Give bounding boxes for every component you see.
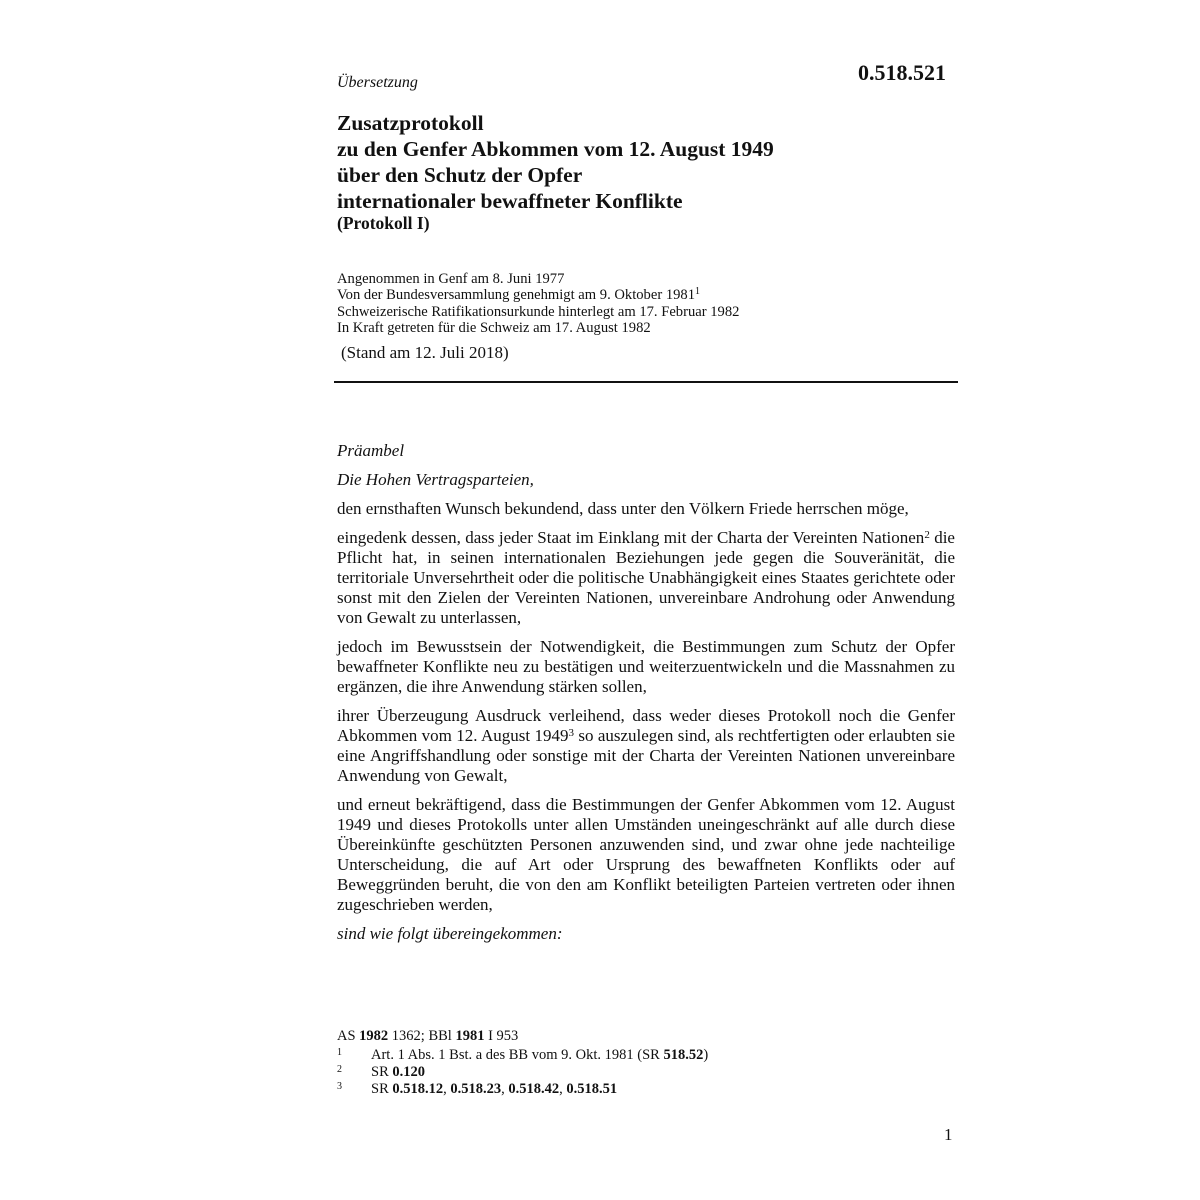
footnote-1-ref: 518.52 (663, 1047, 704, 1063)
translation-label: Übersetzung (337, 74, 418, 91)
preamble-section (337, 441, 955, 953)
preamble-heading: Präambel (337, 441, 405, 460)
footnote-3: 3 SR 0.518.12, 0.518.23, 0.518.42, 0.518.51 (337, 1081, 618, 1097)
preamble-closing: sind wie folgt übereingekommen: (337, 924, 563, 943)
title-line-1: Zusatzprotokoll (337, 111, 484, 135)
preamble-paragraph-4 (337, 706, 955, 786)
document-title (337, 110, 774, 214)
meta-in-force: In Kraft getreten für die Schweiz am 17. August 1982 (337, 320, 651, 337)
preamble-paragraph-1: den ernsthaften Wunsch bekundend, dass unter den Völkern Friede herrschen möge, (337, 499, 909, 518)
meta-adopted: Angenommen in Genf am 8. Juni 1977 (337, 271, 565, 287)
footnote-3-sep: , (559, 1081, 567, 1097)
sr-number: 0.518.521 (858, 60, 946, 85)
preamble-paragraph-2 (337, 528, 955, 628)
adoption-metadata (337, 271, 739, 337)
footnote-3-ref-1: 0.518.12 (392, 1081, 444, 1097)
footnote-1: 1 Art. 1 Abs. 1 Bst. a des BB vom 9. Okt. 1981 (SR 518.52) (337, 1047, 709, 1063)
footnote-3-prefix: SR (371, 1081, 393, 1097)
page-number: 1 (944, 1125, 953, 1144)
footnote-3-ref-4: 0.518.51 (566, 1081, 618, 1097)
footnote-1-text: Art. 1 Abs. 1 Bst. a des BB vom 9. Okt. 1981 (SR (371, 1047, 664, 1063)
title-line-2: zu den Genfer Abkommen vom 12. August 1949 (337, 137, 774, 161)
footnote-2: 2 SR 0.120 (337, 1064, 425, 1080)
footnote-3-ref-3: 0.518.42 (508, 1081, 560, 1097)
status-date: (Stand am 12. Juli 2018) (341, 343, 509, 362)
header-rule (334, 381, 958, 383)
source-bbl-page: I 953 (484, 1028, 519, 1044)
meta-approved (337, 287, 739, 303)
title-line-4: internationaler bewaffneter Konflikte (337, 189, 683, 213)
footnote-3-sep: , (443, 1081, 451, 1097)
source-bbl-year: 1981 (455, 1028, 485, 1044)
preamble-paragraph-2-end: die Pflicht hat, in seinen internationalen Beziehungen jede gegen die Souveränität, die territoriale Unversehrtheit oder die politische Unabhängigkeit eines Staates gerichtete oder sonst mit den Zielen der Vereinten Nationen, unvereinbare Androhung oder Anwendung von Gewalt zu unterlassen, (337, 528, 955, 627)
footnote-ref-2: 2 (924, 529, 930, 541)
preamble-parties: Die Hohen Vertragsparteien, (337, 470, 534, 489)
source-as-label: AS (337, 1028, 360, 1044)
source-as-year: 1982 (359, 1028, 389, 1044)
document-subtitle: (Protokoll I) (337, 213, 430, 233)
source-as-page: 1362; BBl (388, 1028, 456, 1044)
footnote-ref-3: 3 (568, 727, 574, 739)
preamble-paragraph-3: jedoch im Bewusstsein der Notwendigkeit, die Bestimmungen zum Schutz der Opfer bewaffneter Konflikte neu zu bestätigen und weiterzuentwickeln und die Massnahmen zu ergänzen, die ihre Anwendung stärken sollen, (337, 637, 955, 696)
meta-ratification: Schweizerische Ratifikationsurkunde hinterlegt am 17. Februar 1982 (337, 303, 740, 320)
footnote-1-close: ) (703, 1047, 709, 1063)
title-line-3: über den Schutz der Opfer (337, 163, 583, 187)
footnote-3-ref-2: 0.518.23 (450, 1081, 502, 1097)
preamble-paragraph-5: und erneut bekräftigend, dass die Bestimmungen der Genfer Abkommen vom 12. August 1949 und dieses Protokolls unter allen Umständen uneingeschränkt auf alle durch diese Übereinkünfte geschützten Personen anzuwenden sind, und zwar ohne jede nachteilige Unterscheidung, die auf Art oder Ursprung des bewaffneten Konflikts oder auf Beweggründen beruht, die von den am Konflikt beteiligten Parteien vertreten oder ihnen zugeschrieben werden, (337, 795, 955, 914)
footnote-3-sep: , (501, 1081, 509, 1097)
meta-approved-text: Von der Bundesversammlung genehmigt am 9. Oktober 1981 (337, 287, 696, 304)
preamble-paragraph-4-end: so auszulegen sind, als rechtfertigten oder erlaubten sie eine Angriffshandlung oder sonstige mit der Charta der Vereinten Nationen unvereinbare Anwendung von Gewalt, (337, 726, 955, 785)
footnote-ref-1: 1 (695, 286, 701, 298)
preamble-paragraph-4-start: ihrer Überzeugung Ausdruck verleihend, dass weder dieses Protokoll noch die Genfer Abkommen vom 12. August 1949 (337, 706, 955, 745)
preamble-paragraph-2-start: eingedenk dessen, dass jeder Staat im Einklang mit der Charta der Vereinten Nationen (337, 528, 925, 547)
footnote-2-prefix: SR (371, 1064, 393, 1080)
source-reference (337, 1028, 518, 1045)
footnote-2-ref: 0.120 (392, 1064, 425, 1080)
